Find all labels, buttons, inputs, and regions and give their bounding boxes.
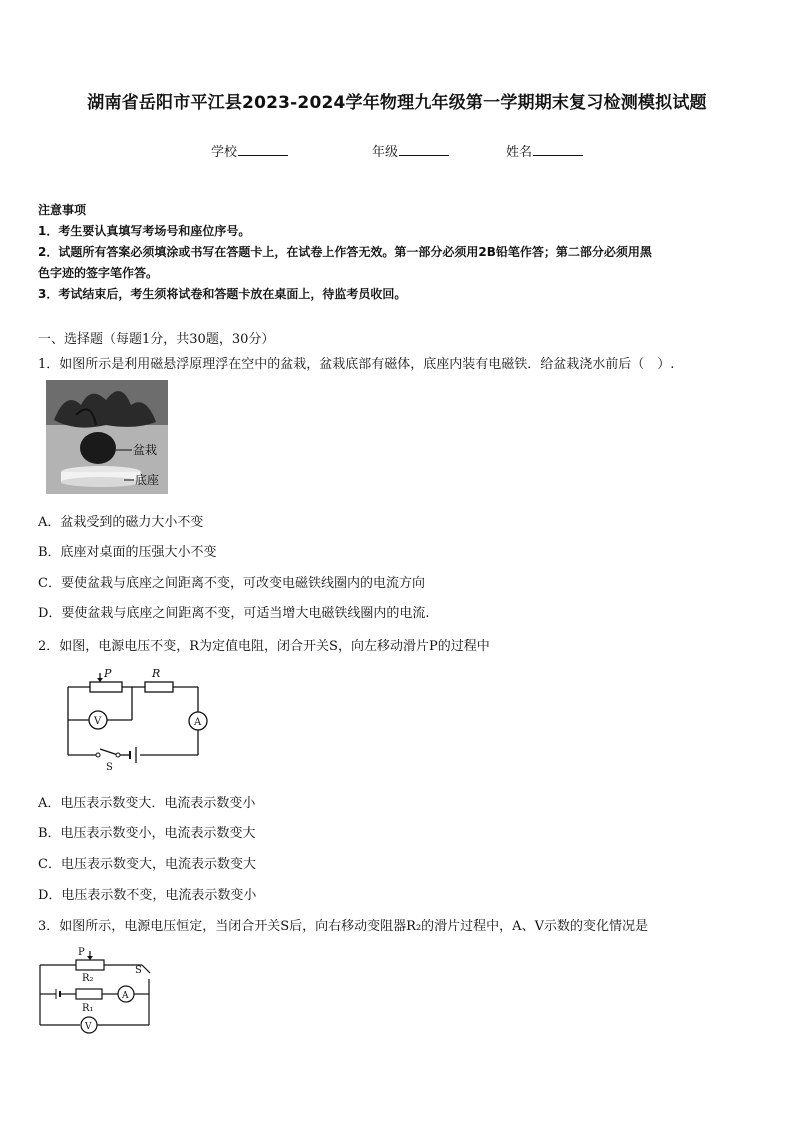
option-c[interactable]: C．电压表示数变大，电流表示数变大 bbox=[38, 857, 256, 872]
school-label: 学校 bbox=[211, 145, 238, 160]
base-label: 底座 bbox=[135, 473, 160, 487]
slider-p-label: P bbox=[104, 667, 112, 680]
maglev-plant-photo bbox=[46, 380, 168, 494]
question-3-stem: 3．如图所示，电源电压恒定，当闭合开关S后，向右移动变阻器R₂的滑片过程中，A、V示数的变化情况是 bbox=[38, 919, 648, 934]
option-c[interactable]: C．要使盆栽与底座之间距离不变，可改变电磁铁线圈内的电流方向 bbox=[38, 576, 425, 591]
resistor-r-label: R bbox=[152, 667, 161, 680]
resistor-r1-label: R₁ bbox=[82, 1003, 94, 1014]
pot-label: 盆栽 bbox=[133, 443, 158, 457]
option-a[interactable]: A．盆栽受到的磁力大小不变 bbox=[38, 515, 204, 530]
resistor-r2-label: R₂ bbox=[82, 973, 94, 984]
switch-s-label: S bbox=[106, 762, 113, 773]
option-b[interactable]: B．底座对桌面的压强大小不变 bbox=[38, 545, 217, 560]
option-d[interactable]: D．要使盆栽与底座之间距离不变，可适当增大电磁铁线圈内的电流. bbox=[38, 606, 430, 621]
note-item: 1．考生要认真填写考场号和座位序号。 bbox=[38, 224, 251, 238]
question-2-stem: 2．如图，电源电压不变，R为定值电阻，闭合开关S，向左移动滑片P的过程中 bbox=[38, 639, 490, 654]
option-d[interactable]: D．电压表示数不变，电流表示数变小 bbox=[38, 888, 257, 903]
voltmeter-icon: V bbox=[94, 716, 102, 727]
ammeter-icon: A bbox=[194, 717, 202, 728]
school-field bbox=[211, 141, 288, 160]
ammeter-icon: A bbox=[122, 991, 129, 1001]
note-item: 2．试题所有答案必须填涂或书写在答题卡上，在试卷上作答无效。第一部分必须用2B铅笔作答；第二部分必须用黑 bbox=[38, 245, 652, 259]
school-blank[interactable] bbox=[238, 143, 288, 156]
notes-heading: 注意事项 bbox=[38, 203, 87, 217]
question-1-stem: 1．如图所示是利用磁悬浮原理浮在空中的盆栽，盆栽底部有磁体，底座内装有电磁铁．给盆栽浇水前后（ ）. bbox=[38, 357, 675, 372]
name-blank[interactable] bbox=[533, 143, 583, 156]
circuit-diagram-q3 bbox=[34, 945, 159, 1037]
option-a[interactable]: A．电压表示数变大．电流表示数变小 bbox=[38, 796, 256, 811]
option-b[interactable]: B．电压表示数变小，电流表示数变大 bbox=[38, 826, 256, 841]
exam-title: 湖南省岳阳市平江县2023-2024学年物理九年级第一学期期末复习检测模拟试题 bbox=[87, 93, 707, 113]
slider-p-label: P bbox=[78, 947, 85, 958]
note-item: 色字迹的签字笔作答。 bbox=[38, 266, 159, 280]
name-label: 姓名 bbox=[506, 145, 533, 160]
grade-label: 年级 bbox=[372, 145, 399, 160]
circuit-diagram-q2 bbox=[60, 665, 220, 775]
section-heading: 一、选择题（每题1分，共30题，30分） bbox=[38, 332, 275, 347]
note-item: 3．考试结束后，考生须将试卷和答题卡放在桌面上，待监考员收回。 bbox=[38, 287, 407, 301]
voltmeter-icon: V bbox=[85, 1022, 92, 1032]
name-field bbox=[506, 141, 583, 160]
switch-s-label: S bbox=[135, 965, 142, 976]
grade-blank[interactable] bbox=[399, 143, 449, 156]
grade-field bbox=[372, 141, 449, 160]
